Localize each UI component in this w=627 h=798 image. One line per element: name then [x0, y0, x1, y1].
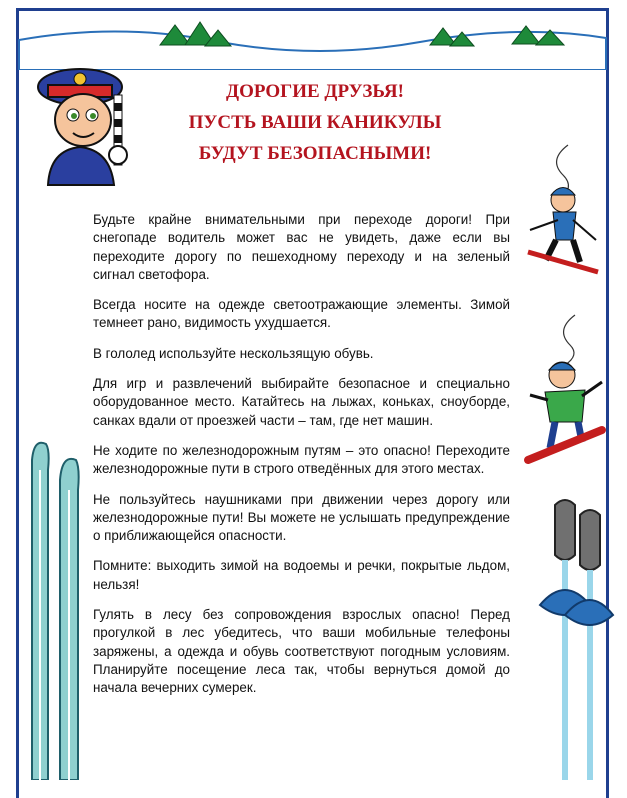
- title-line-1: ДОРОГИЕ ДРУЗЬЯ!: [226, 81, 404, 102]
- rule-paragraph: Помните: выходить зимой на водоемы и речки, покрытые льдом, нельзя!: [93, 558, 510, 592]
- rule-paragraph: Не пользуйтесь наушниками при движении через дорогу или железнодорожные пути! Вы можете не услышать предупреждение о приближающейся опасности.: [93, 491, 510, 544]
- safety-rules: [93, 211, 510, 710]
- skier-icon: [518, 140, 608, 280]
- title-line-3: БУДУТ БЕЗОПАСНЫМИ!: [198, 143, 432, 164]
- traffic-officer-icon: [28, 55, 140, 195]
- rule-paragraph: Будьте крайне внимательными при переходе дороги! При снегопаде водитель может вас не увидеть, даже если вы переходите дорогу по пешеходному переходу и на зеленый сигнал светофора.: [93, 212, 510, 282]
- snowboarder-icon: [520, 310, 610, 470]
- rule-paragraph: Всегда носите на одежде светоотражающие элементы. Зимой темнеет рано, видимость ухудшается.: [93, 297, 510, 331]
- rule-paragraph: Не ходите по железнодорожным путям – это опасно! Переходите железнодорожные пути в строго отведённых для этого местах.: [93, 442, 510, 477]
- rule-paragraph: В гололед используйте нескользящую обувь.: [93, 345, 374, 361]
- poster-title: [145, 76, 485, 169]
- skis-icon: [20, 430, 95, 780]
- rule-paragraph: Для игр и развлечений выбирайте безопасное и специально оборудованное место. Катайтесь на лыжах, коньках, сноуборде, санках вдали от проезжей части – там, где нет машин.: [93, 376, 510, 428]
- rule-paragraph: Гулять в лесу без сопровождения взрослых опасно! Перед прогулкой в лес убедитесь, что ваши мобильные телефоны заряжены, а одежда и обувь соответствуют погодным условиям. Планируйте посещение леса так, чтобы вернуться домой до начала вечерних сумерек.: [93, 607, 510, 696]
- title-line-2: ПУСТЬ ВАШИ КАНИКУЛЫ: [188, 112, 442, 133]
- ski-poles-icon: [535, 495, 615, 780]
